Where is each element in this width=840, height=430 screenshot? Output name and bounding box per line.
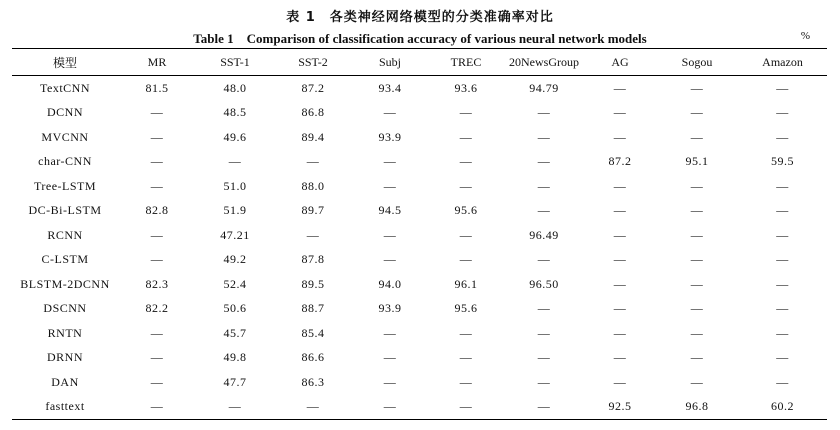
- accuracy-cell: 51.0: [223, 178, 247, 193]
- model-name-cell: BLSTM-2DCNN: [20, 276, 110, 291]
- accuracy-cell: —: [150, 374, 164, 389]
- accuracy-cell: —: [776, 80, 789, 95]
- accuracy-cell: —: [537, 154, 551, 169]
- accuracy-cell: 60.2: [771, 399, 794, 414]
- accuracy-cell: —: [690, 301, 704, 316]
- accuracy-cell: —: [613, 325, 627, 340]
- accuracy-cell: —: [613, 80, 627, 95]
- accuracy-cell: —: [776, 227, 789, 242]
- table-row: [12, 223, 827, 248]
- accuracy-cell: 47.21: [220, 227, 250, 242]
- table-body: [12, 76, 827, 420]
- accuracy-cell: —: [459, 252, 473, 267]
- col-header: AG: [611, 54, 629, 69]
- accuracy-cell: 88.0: [301, 178, 325, 193]
- accuracy-cell: 82.3: [145, 276, 169, 291]
- accuracy-cell: —: [537, 129, 551, 144]
- model-name-cell: RNTN: [47, 325, 83, 340]
- accuracy-cell: —: [383, 252, 397, 267]
- accuracy-cell: —: [690, 374, 704, 389]
- accuracy-cell: 96.8: [685, 399, 709, 414]
- accuracy-cell: —: [150, 325, 164, 340]
- accuracy-cell: —: [613, 178, 627, 193]
- accuracy-cell: —: [150, 350, 164, 365]
- col-header: SST-1: [220, 54, 250, 69]
- accuracy-cell: 87.8: [301, 252, 325, 267]
- model-name-cell: DSCNN: [43, 301, 87, 316]
- accuracy-cell: —: [776, 374, 789, 389]
- model-name-cell: C-LSTM: [41, 252, 89, 267]
- accuracy-cell: 93.4: [378, 80, 402, 95]
- accuracy-cell: 49.2: [223, 252, 247, 267]
- model-name-cell: DCNN: [46, 105, 83, 120]
- accuracy-cell: —: [459, 105, 473, 120]
- accuracy-cell: —: [613, 252, 627, 267]
- accuracy-cell: 94.0: [378, 276, 402, 291]
- model-name-cell: DC-Bi-LSTM: [28, 203, 102, 218]
- col-header: SST-2: [298, 54, 328, 69]
- accuracy-cell: —: [776, 105, 789, 120]
- accuracy-cell: —: [613, 129, 627, 144]
- accuracy-cell: —: [150, 227, 164, 242]
- accuracy-cell: —: [690, 227, 704, 242]
- accuracy-cell: 86.6: [301, 350, 325, 365]
- accuracy-cell: —: [150, 399, 164, 414]
- table-row: [12, 174, 827, 199]
- accuracy-cell: 95.1: [685, 154, 709, 169]
- accuracy-cell: —: [306, 399, 320, 414]
- accuracy-cell: —: [776, 301, 789, 316]
- model-name-cell: Tree-LSTM: [33, 178, 97, 193]
- accuracy-cell: 49.8: [223, 350, 247, 365]
- accuracy-cell: —: [459, 154, 473, 169]
- table-caption-english: Table 1 Comparison of classification accuracy of various neural network models: [193, 31, 647, 46]
- accuracy-cell: 89.5: [301, 276, 325, 291]
- accuracy-cell: —: [150, 129, 164, 144]
- accuracy-cell: —: [306, 227, 320, 242]
- accuracy-cell: 92.5: [608, 399, 632, 414]
- accuracy-cell: —: [150, 178, 164, 193]
- accuracy-cell: 51.9: [223, 203, 247, 218]
- col-header: Subj: [378, 54, 401, 69]
- accuracy-cell: —: [306, 154, 320, 169]
- accuracy-cell: —: [690, 129, 704, 144]
- accuracy-cell: —: [613, 374, 627, 389]
- accuracy-cell: —: [537, 105, 551, 120]
- table-row: [12, 346, 827, 371]
- accuracy-cell: 86.8: [301, 105, 325, 120]
- col-header: Amazon: [762, 54, 803, 69]
- accuracy-cell: —: [537, 301, 551, 316]
- accuracy-cell: —: [776, 350, 789, 365]
- unit-label: %: [800, 30, 810, 42]
- accuracy-cell: 95.6: [454, 301, 478, 316]
- accuracy-cell: —: [537, 350, 551, 365]
- accuracy-cell: —: [690, 178, 704, 193]
- accuracy-cell: —: [459, 227, 473, 242]
- accuracy-cell: —: [613, 301, 627, 316]
- model-name-cell: DAN: [51, 374, 79, 389]
- accuracy-cell: 88.7: [301, 301, 325, 316]
- table-row: [12, 150, 827, 175]
- accuracy-cell: 96.49: [529, 227, 559, 242]
- accuracy-table: [12, 48, 827, 420]
- accuracy-cell: —: [383, 105, 397, 120]
- accuracy-cell: —: [776, 203, 789, 218]
- model-name-cell: DRNN: [46, 350, 83, 365]
- accuracy-cell: 96.50: [529, 276, 559, 291]
- accuracy-cell: —: [537, 399, 551, 414]
- accuracy-cell: —: [383, 350, 397, 365]
- accuracy-cell: —: [537, 374, 551, 389]
- table-row: [12, 272, 827, 297]
- table-row: [12, 395, 827, 420]
- accuracy-cell: 82.2: [145, 301, 169, 316]
- accuracy-cell: —: [613, 276, 627, 291]
- accuracy-cell: —: [776, 325, 789, 340]
- accuracy-cell: —: [383, 374, 397, 389]
- accuracy-cell: —: [690, 203, 704, 218]
- col-header: TREC: [450, 54, 482, 69]
- accuracy-cell: —: [228, 399, 242, 414]
- model-name-cell: char-CNN: [38, 154, 92, 169]
- accuracy-cell: —: [613, 105, 627, 120]
- accuracy-cell: 82.8: [145, 203, 169, 218]
- accuracy-cell: 59.5: [771, 154, 794, 169]
- accuracy-cell: 47.7: [223, 374, 247, 389]
- accuracy-cell: —: [613, 227, 627, 242]
- accuracy-cell: 86.3: [301, 374, 325, 389]
- accuracy-cell: —: [228, 154, 242, 169]
- accuracy-cell: —: [459, 129, 473, 144]
- accuracy-cell: 94.5: [378, 203, 402, 218]
- accuracy-cell: —: [459, 350, 473, 365]
- accuracy-cell: —: [383, 178, 397, 193]
- table-row: [12, 321, 827, 346]
- accuracy-cell: 48.0: [223, 80, 247, 95]
- accuracy-cell: —: [459, 374, 473, 389]
- accuracy-cell: —: [537, 178, 551, 193]
- col-header: 20NewsGroup: [509, 54, 579, 69]
- accuracy-cell: 89.7: [301, 203, 325, 218]
- model-name-cell: MVCNN: [41, 129, 89, 144]
- accuracy-cell: 50.6: [223, 301, 247, 316]
- accuracy-cell: —: [150, 154, 164, 169]
- accuracy-cell: —: [150, 105, 164, 120]
- accuracy-cell: —: [537, 325, 551, 340]
- accuracy-cell: —: [150, 252, 164, 267]
- table-row: [12, 199, 827, 224]
- accuracy-cell: —: [690, 80, 704, 95]
- table-row: [12, 297, 827, 322]
- table-row: [12, 76, 827, 101]
- accuracy-cell: —: [776, 252, 789, 267]
- accuracy-cell: 85.4: [301, 325, 325, 340]
- table-caption-chinese: 表 1 各类神经网络模型的分类准确率对比: [286, 10, 554, 25]
- table-row: [12, 125, 827, 150]
- accuracy-cell: 48.5: [223, 105, 247, 120]
- accuracy-cell: 45.7: [223, 325, 247, 340]
- col-header: Sogou: [681, 54, 713, 69]
- table-row: [12, 101, 827, 126]
- accuracy-cell: —: [690, 350, 704, 365]
- accuracy-cell: —: [613, 203, 627, 218]
- accuracy-cell: —: [613, 350, 627, 365]
- accuracy-cell: 81.5: [145, 80, 169, 95]
- col-header: 模型: [52, 55, 77, 70]
- accuracy-cell: 49.6: [223, 129, 247, 144]
- accuracy-cell: —: [537, 203, 551, 218]
- accuracy-cell: —: [537, 252, 551, 267]
- accuracy-cell: —: [459, 399, 473, 414]
- accuracy-cell: 87.2: [608, 154, 632, 169]
- accuracy-cell: —: [776, 129, 789, 144]
- accuracy-cell: —: [383, 154, 397, 169]
- accuracy-cell: 52.4: [223, 276, 247, 291]
- accuracy-cell: —: [776, 276, 789, 291]
- accuracy-cell: 93.9: [378, 129, 402, 144]
- accuracy-cell: —: [690, 325, 704, 340]
- accuracy-cell: 95.6: [454, 203, 478, 218]
- accuracy-cell: 87.2: [301, 80, 325, 95]
- model-name-cell: TextCNN: [40, 80, 90, 95]
- accuracy-cell: —: [459, 178, 473, 193]
- accuracy-cell: —: [383, 227, 397, 242]
- header-row: [12, 49, 827, 76]
- table-row: [12, 370, 827, 395]
- accuracy-cell: —: [776, 178, 789, 193]
- col-header: MR: [147, 54, 167, 69]
- model-name-cell: fasttext: [45, 399, 85, 414]
- accuracy-cell: —: [690, 252, 704, 267]
- accuracy-cell: 96.1: [454, 276, 478, 291]
- accuracy-cell: —: [383, 325, 397, 340]
- accuracy-cell: 93.9: [378, 301, 402, 316]
- accuracy-cell: —: [690, 105, 704, 120]
- accuracy-cell: 94.79: [529, 80, 559, 95]
- accuracy-cell: 89.4: [301, 129, 325, 144]
- model-name-cell: RCNN: [47, 227, 83, 242]
- accuracy-cell: —: [459, 325, 473, 340]
- accuracy-cell: —: [690, 276, 704, 291]
- table-row: [12, 248, 827, 273]
- accuracy-cell: 93.6: [454, 80, 478, 95]
- accuracy-cell: —: [383, 399, 397, 414]
